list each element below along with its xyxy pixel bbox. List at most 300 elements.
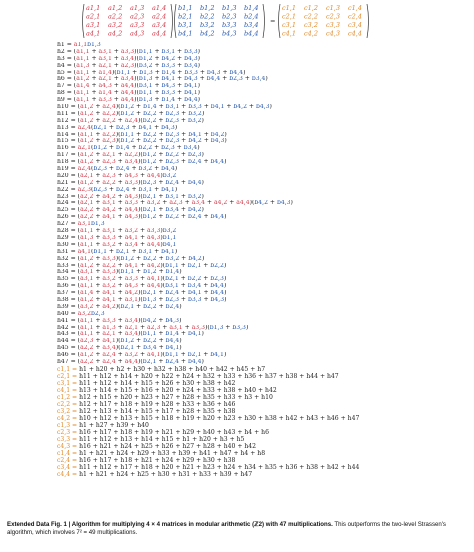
- math-token: +: [156, 117, 166, 124]
- product-lhs: h22 =: [57, 186, 78, 193]
- math-token: (: [118, 138, 121, 145]
- b-term: b2,4: [115, 166, 130, 173]
- math-token: +: [115, 159, 125, 166]
- matrix-c-entry: c2,3: [326, 12, 340, 21]
- a-term: a3,2: [102, 283, 116, 290]
- product-line: [57, 269, 474, 276]
- math-token: +: [224, 104, 234, 111]
- math-token: (: [118, 110, 121, 117]
- math-token: +: [106, 124, 116, 131]
- a-term: a2,2: [80, 193, 94, 200]
- a-term: a1,4: [80, 290, 94, 297]
- b-term: b3,1: [161, 48, 176, 55]
- math-token: +: [178, 276, 188, 283]
- output-line: [57, 387, 474, 394]
- a-term: a3,3: [191, 324, 205, 331]
- math-token: ): [223, 276, 227, 283]
- math-token: +: [93, 338, 103, 345]
- b-term: b4,1: [210, 352, 224, 359]
- a-term: a1,3: [80, 234, 94, 241]
- product-line: [57, 345, 474, 352]
- output-line: [57, 380, 474, 387]
- a-term: a4,4: [120, 90, 135, 97]
- math-token: +: [111, 55, 121, 62]
- product-lhs: h1 =: [57, 42, 74, 48]
- a-term: a3,4: [102, 345, 116, 352]
- b-term: b4,1: [161, 186, 175, 193]
- math-token: (: [136, 55, 139, 62]
- math-token: +: [201, 131, 211, 138]
- math-token: +: [152, 124, 162, 131]
- b-term: b2,3: [93, 166, 107, 173]
- a-term: a2,3: [102, 159, 116, 166]
- math-token: +: [152, 166, 162, 173]
- product-line: [57, 194, 474, 201]
- math-token: +: [201, 159, 211, 166]
- math-token: +: [93, 345, 103, 352]
- b-term: b3,2: [188, 110, 202, 117]
- b-term: b3,2: [162, 172, 177, 179]
- a-term: a3,3: [124, 276, 139, 283]
- product-lhs: h27 =: [57, 221, 78, 228]
- b-term: b3,2: [165, 255, 180, 262]
- b-term: b1,2: [142, 214, 157, 221]
- a-term: a4,1: [147, 276, 161, 283]
- math-token: ): [138, 317, 141, 324]
- b-term: b2,2: [210, 262, 224, 269]
- a-term: a1,4: [76, 83, 90, 90]
- math-token: +: [156, 255, 166, 262]
- output-line: [57, 415, 474, 422]
- output-rhs: h11 + h12 + h14 + h15 + h26 + h30 + h38 + h42: [79, 379, 236, 387]
- math-token: +: [227, 200, 237, 207]
- product-line: [57, 318, 474, 325]
- math-token: ): [138, 159, 141, 166]
- math-token: +: [93, 214, 103, 221]
- product-lhs: h14 =: [57, 131, 78, 138]
- math-token: +: [93, 358, 103, 365]
- math-token: ): [204, 324, 208, 331]
- math-token: +: [89, 48, 99, 55]
- a-term: a3,2: [77, 310, 91, 317]
- math-token: +: [178, 296, 188, 303]
- math-token: +: [174, 145, 184, 152]
- math-token: (: [77, 104, 81, 111]
- matrix-equation: [0, 0, 474, 42]
- b-term: b1,3: [138, 76, 153, 83]
- b-term: b4,4: [161, 166, 175, 173]
- caption-text: This outperforms the two-level Strassen's algorithm, which involves 7² = 49 multiplications.: [7, 521, 446, 536]
- product-lhs: h31 =: [57, 248, 78, 255]
- matrix-a-entry: a3,4: [152, 21, 167, 29]
- a-term: a1,2: [80, 138, 94, 145]
- math-token: +: [134, 303, 144, 310]
- math-token: +: [138, 276, 147, 283]
- output-line: [57, 429, 474, 436]
- output-line: [57, 394, 474, 401]
- b-term: b1,4: [143, 104, 157, 111]
- a-term: a3,1: [102, 228, 116, 235]
- b-term: b3,1: [138, 83, 153, 90]
- matrix-c-entry: c3,2: [304, 21, 318, 29]
- math-token: (: [77, 138, 81, 145]
- math-token: ): [115, 104, 119, 111]
- math-token: (: [77, 338, 81, 345]
- output-lhs: c3,4 =: [57, 463, 80, 471]
- math-token: (: [73, 97, 77, 104]
- a-term: a1,1: [76, 90, 90, 97]
- math-token: +: [152, 97, 162, 104]
- math-token: (: [136, 48, 139, 55]
- product-lhs: h6 =: [57, 76, 74, 83]
- product-line: [57, 256, 474, 263]
- a-term: a2,2: [124, 152, 139, 159]
- a-term: a1,1: [76, 69, 90, 76]
- math-token: ): [174, 124, 178, 131]
- a-term: a4,4: [120, 83, 135, 90]
- b-term: b1,1: [93, 248, 107, 255]
- b-term: b4,1: [210, 104, 225, 111]
- math-token: +: [178, 193, 188, 200]
- math-token: (: [140, 358, 143, 365]
- a-term: a4,1: [102, 296, 116, 303]
- a-term: a3,2: [80, 303, 94, 310]
- b-term: b4,1: [138, 124, 153, 131]
- math-token: ): [138, 214, 141, 221]
- matrix-a-entry: a1,4: [152, 4, 167, 12]
- math-token: (: [73, 55, 77, 62]
- b-term: b4,2: [210, 131, 225, 138]
- b-term: b1,1: [165, 262, 179, 269]
- math-token: ): [197, 90, 201, 97]
- math-token: +: [134, 345, 144, 352]
- a-term: a1,1: [73, 42, 88, 48]
- math-token: (: [140, 317, 143, 324]
- math-token: (: [77, 234, 81, 241]
- matrix-b-entry: b3,3: [222, 21, 237, 29]
- a-term: a4,1: [147, 352, 161, 359]
- math-token: (: [136, 62, 139, 69]
- math-token: ): [160, 234, 163, 241]
- b-term: b1,2: [142, 159, 157, 166]
- math-token: +: [93, 276, 103, 283]
- math-token: ): [160, 228, 163, 235]
- math-token: +: [156, 131, 166, 138]
- math-token: +: [93, 303, 103, 310]
- math-token: ): [201, 152, 204, 159]
- product-lhs: h34 =: [57, 269, 78, 276]
- a-term: a2,2: [102, 117, 116, 124]
- matrix-b-entry: b1,3: [222, 4, 237, 12]
- math-token: (: [73, 76, 77, 83]
- math-token: +: [115, 200, 125, 207]
- b-term: b2,1: [93, 124, 107, 131]
- math-token: ): [179, 338, 182, 345]
- a-term: a3,4: [124, 317, 139, 324]
- math-token: +: [201, 283, 211, 290]
- b-term: b4,3: [255, 104, 270, 111]
- math-token: +: [106, 145, 116, 152]
- math-token: +: [156, 104, 166, 111]
- b-term: b3,3: [232, 324, 246, 331]
- math-token: +: [178, 331, 188, 338]
- b-term: b2,3: [161, 145, 175, 152]
- a-term: a4,3: [124, 193, 139, 200]
- a-term: a1,3: [76, 62, 90, 69]
- product-line: [57, 338, 474, 345]
- matrix-a-entry: a1,2: [108, 4, 123, 12]
- b-term: b4,4: [210, 283, 224, 290]
- math-token: ): [224, 138, 227, 145]
- b-term: b4,2: [254, 200, 268, 207]
- output-line: [57, 401, 474, 408]
- b-term: b4,1: [161, 76, 176, 83]
- math-token: +: [89, 62, 99, 69]
- output-lhs: c2,4 =: [57, 456, 80, 464]
- math-token: ): [134, 48, 137, 55]
- b-term: b1,1: [120, 131, 135, 138]
- math-token: +: [156, 138, 166, 145]
- math-token: ): [134, 76, 137, 83]
- math-token: (: [73, 48, 77, 55]
- math-token: (: [91, 124, 94, 131]
- a-term: a3,3: [102, 317, 116, 324]
- b-term: b3,1: [138, 186, 153, 193]
- math-token: +: [175, 69, 185, 76]
- math-token: +: [115, 317, 125, 324]
- math-token: ): [201, 193, 204, 200]
- b-term: b2,1: [115, 248, 130, 255]
- math-token: (: [77, 290, 81, 297]
- product-lhs: h12 =: [57, 117, 78, 124]
- product-line: [57, 359, 474, 366]
- b-term: b1,3: [138, 97, 153, 104]
- b-term: b2,1: [165, 276, 179, 283]
- math-token: ): [115, 345, 119, 352]
- math-token: (: [77, 110, 81, 117]
- b-term: b1,3: [87, 42, 101, 48]
- b-term: b4,2: [188, 255, 202, 262]
- a-term: a4,3: [124, 283, 139, 290]
- math-token: (: [77, 283, 81, 290]
- product-lhs: h3 =: [57, 55, 74, 62]
- b-term: b2,3: [142, 179, 157, 186]
- math-token: +: [115, 276, 125, 283]
- a-term: a2,2: [80, 214, 94, 221]
- math-token: +: [115, 228, 125, 235]
- b-term: b4,3: [210, 138, 225, 145]
- math-token: ): [179, 303, 182, 310]
- a-term: a2,1: [80, 200, 94, 207]
- matrix-a-left-bracket: [83, 4, 85, 38]
- product-lhs: h40 =: [57, 310, 78, 317]
- math-token: +: [111, 62, 121, 69]
- math-token: +: [182, 200, 192, 207]
- product-line: [57, 125, 474, 132]
- math-token: ): [174, 186, 178, 193]
- matrix-b-entry: b2,3: [222, 12, 237, 21]
- math-token: ): [201, 117, 204, 124]
- b-term: b4,3: [276, 200, 291, 207]
- math-token: (: [118, 131, 121, 138]
- matrix-a-entry: a2,2: [108, 12, 123, 21]
- b-term: b1,4: [161, 69, 176, 76]
- product-line: [57, 173, 474, 180]
- output-rhs: h12 + h17 + h18 + h19 + h28 + h33 + h36 + h46: [79, 400, 236, 408]
- output-line: [57, 443, 474, 450]
- a-term: a1,2: [76, 76, 90, 83]
- product-lhs: h8 =: [57, 90, 74, 97]
- b-term: b2,1: [120, 345, 135, 352]
- matrix-a-entry: a3,2: [108, 21, 123, 29]
- math-token: +: [89, 90, 99, 97]
- math-token: ): [224, 296, 227, 303]
- matrix-c-entry: c3,3: [326, 21, 340, 29]
- matrix-b-right-bracket: [263, 4, 265, 38]
- a-term: a2,3: [77, 186, 91, 193]
- a-term: a3,2: [147, 200, 161, 207]
- b-term: b2,1: [142, 193, 157, 200]
- matrix-b-entry: b2,4: [244, 12, 259, 21]
- math-token: (: [118, 255, 121, 262]
- math-token: (: [91, 248, 94, 255]
- product-lhs: h25 =: [57, 207, 78, 214]
- math-token: +: [115, 296, 125, 303]
- math-token: (: [77, 172, 81, 179]
- math-token: ): [290, 200, 293, 207]
- b-term: b3,4: [187, 283, 202, 290]
- b-term: b4,1: [161, 248, 175, 255]
- b-term: b3,1: [165, 283, 179, 290]
- math-token: +: [115, 241, 125, 248]
- math-token: +: [134, 138, 144, 145]
- math-token: ): [115, 269, 119, 276]
- math-token: +: [175, 90, 185, 97]
- product-lhs: h17 =: [57, 152, 78, 159]
- math-token: +: [201, 290, 211, 297]
- a-term: a2,1: [98, 62, 112, 69]
- math-token: +: [93, 110, 103, 117]
- math-token: ): [138, 290, 141, 297]
- a-term: a4,2: [213, 200, 228, 207]
- a-term: a4,1: [77, 248, 91, 255]
- math-token: (: [77, 179, 81, 186]
- math-token: +: [138, 283, 147, 290]
- b-term: b4,2: [187, 207, 202, 214]
- b-term: b2,2: [143, 255, 157, 262]
- a-term: a3,4: [124, 159, 139, 166]
- math-token: ): [245, 324, 249, 331]
- output-line: [57, 373, 474, 380]
- a-term: a2,3: [169, 200, 183, 207]
- output-line: [57, 366, 474, 373]
- math-token: +: [93, 241, 103, 248]
- math-token: (: [140, 117, 143, 124]
- output-line: [57, 457, 474, 464]
- a-term: a2,2: [80, 358, 94, 365]
- matrix-b-entry: b4,3: [222, 29, 237, 38]
- math-token: ): [134, 90, 137, 97]
- b-term: b3,4: [184, 62, 198, 69]
- b-term: b1,2: [120, 138, 135, 145]
- math-token: +: [267, 200, 277, 207]
- b-term: b1,3: [139, 69, 153, 76]
- b-term: b2,2: [165, 214, 179, 221]
- product-lhs: h13 =: [57, 124, 78, 131]
- a-term: a2,1: [77, 145, 91, 152]
- b-term: b4,3: [210, 296, 225, 303]
- math-token: +: [156, 269, 166, 276]
- b-term: b4,4: [210, 290, 225, 297]
- b-term: b2,4: [187, 214, 202, 221]
- math-token: +: [93, 193, 103, 200]
- a-term: a2,4: [102, 104, 116, 111]
- matrix-c-entry: c1,4: [348, 4, 362, 12]
- matrix-a-entry: a3,3: [130, 21, 145, 29]
- math-token: +: [175, 55, 185, 62]
- math-token: (: [77, 228, 81, 235]
- math-token: +: [129, 248, 139, 255]
- math-token: +: [156, 338, 166, 345]
- math-token: +: [160, 324, 170, 331]
- math-token: (: [91, 166, 94, 173]
- a-term: a1,1: [80, 131, 94, 138]
- product-line: [57, 104, 474, 111]
- math-token: +: [93, 296, 103, 303]
- b-term: b1,2: [143, 269, 157, 276]
- math-token: +: [138, 324, 147, 331]
- b-term: b4,4: [229, 69, 244, 76]
- math-token: +: [115, 290, 125, 297]
- b-term: b2,1: [120, 303, 135, 310]
- math-token: (: [77, 331, 81, 338]
- output-lhs: c2,3 =: [57, 428, 80, 436]
- math-token: (: [73, 90, 77, 97]
- a-term: a1,2: [80, 117, 94, 124]
- math-token: +: [129, 186, 139, 193]
- math-token: (: [77, 276, 81, 283]
- math-token: (: [251, 200, 255, 207]
- b-term: b2,2: [165, 152, 179, 159]
- a-term: a4,2: [124, 290, 139, 297]
- a-term: a2,2: [80, 345, 94, 352]
- math-token: ): [174, 166, 178, 173]
- product-line: [57, 207, 474, 214]
- output-rhs: h13 + h14 + h15 + h16 + h20 + h24 + h33 + h38 + h40 + h42: [79, 386, 277, 394]
- a-term: a2,1: [102, 152, 116, 159]
- b-term: b1,2: [120, 338, 135, 345]
- a-term: a1,2: [80, 179, 94, 186]
- math-token: +: [134, 338, 144, 345]
- math-token: +: [178, 117, 188, 124]
- math-token: ): [224, 290, 227, 297]
- output-lhs: c1,3 =: [57, 421, 80, 429]
- math-token: +: [204, 200, 214, 207]
- math-token: +: [178, 152, 188, 159]
- math-token: +: [178, 290, 188, 297]
- b-term: b4,3: [206, 69, 221, 76]
- product-line: [57, 138, 474, 145]
- a-term: a2,2: [102, 131, 116, 138]
- product-lhs: h38 =: [57, 296, 78, 303]
- math-token: +: [201, 214, 211, 221]
- product-lhs: h28 =: [57, 228, 78, 235]
- matrix-b-entry: b4,1: [178, 29, 193, 38]
- matrix-c-left-bracket: [279, 4, 281, 38]
- math-token: +: [156, 290, 166, 297]
- math-token: +: [93, 324, 103, 331]
- b-term: b3,4: [143, 345, 157, 352]
